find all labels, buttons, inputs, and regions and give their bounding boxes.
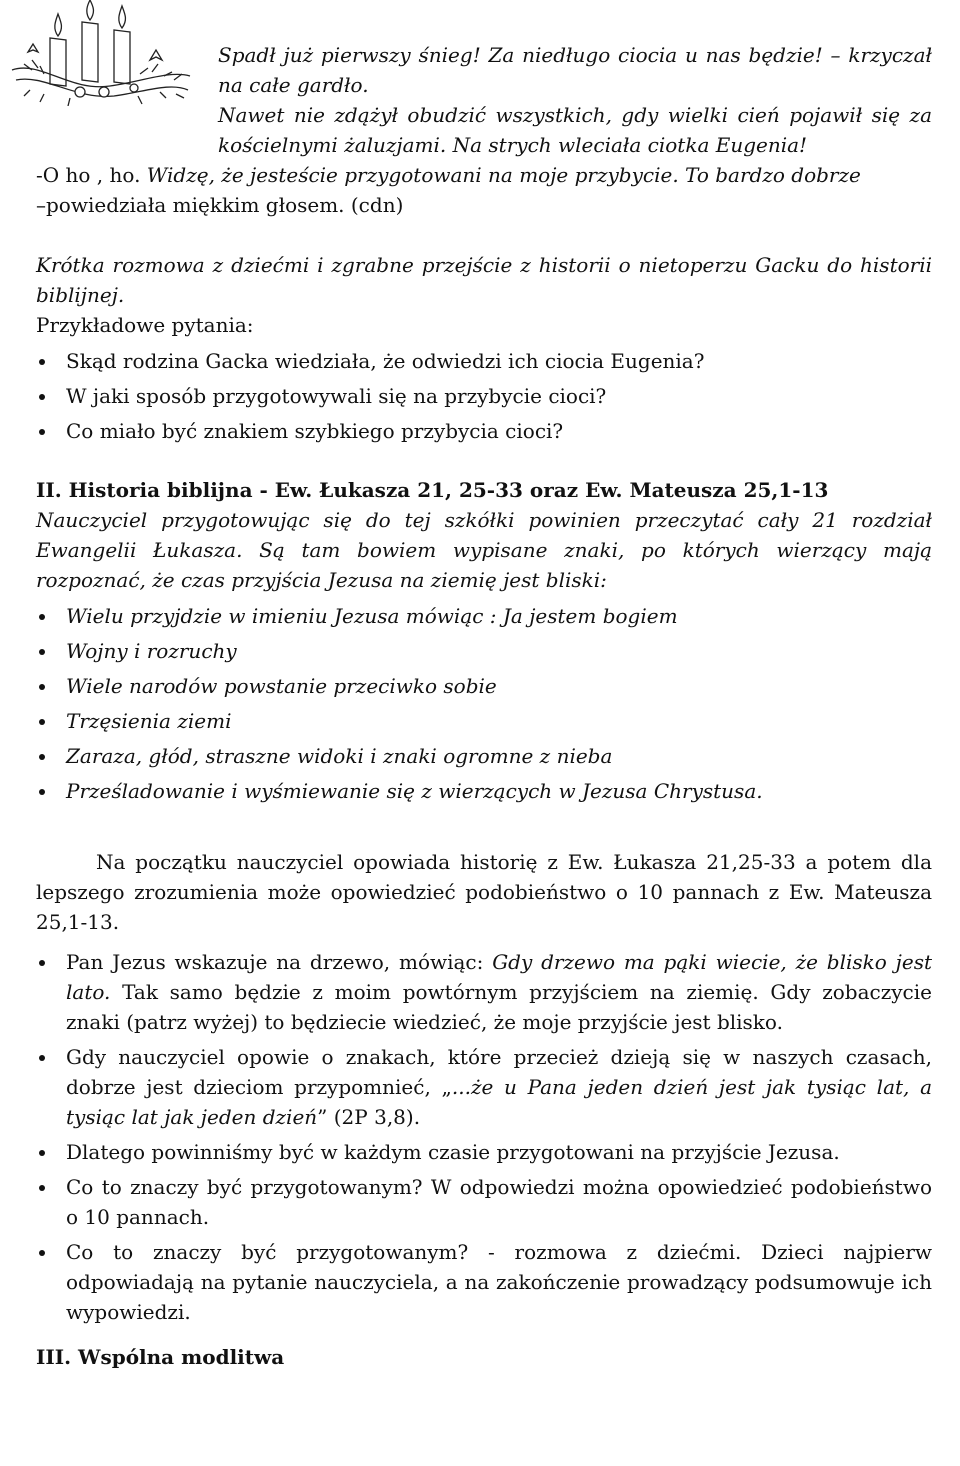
- story-line-1: Spadł już pierwszy śnieg! Za niedługo ciocia u nas będzie! – krzyczał na całe gardło.: [218, 43, 932, 97]
- list-item: W jaki sposób przygotowywali się na przybycie cioci?: [36, 381, 932, 411]
- teacher-note: Nauczyciel przygotowując się do tej szkółki powinien przeczytać cały 21 rozdział Ewangelii Łukasza. Są tam bowiem wypisane znaki, po których wierzący mają rozpoznać, że czas przyjścia Jezusa na ziemię jest bliski:: [36, 508, 932, 592]
- list-item: Gdy nauczyciel opowie o znakach, które przecież dzieją się w naszych czasach, dobrze jest dzieciom przypomnieć, „...że u Pana jeden dzień jest jak tysiąc lat, a tysiąc lat jak jeden dzień” (2P 3,8).: [36, 1042, 932, 1132]
- story-line-3: -O ho , ho. Widzę, że jesteście przygotowani na moje przybycie. To bardzo dobrze: [36, 163, 861, 187]
- list-item: Co to znaczy być przygotowanym? W odpowiedzi można opowiedzieć podobieństwo o 10 pannach.: [36, 1172, 932, 1232]
- narration-paragraph: Na początku nauczyciel opowiada historię z Ew. Łukasza 21,25-33 a potem dla lepszego zrozumienia może opowiedzieć podobieństwo o 10 pannach z Ew. Mateusza 25,1-13.: [36, 850, 932, 934]
- list-item: Prześladowanie i wyśmiewanie się z wierzących w Jezusa Chrystusa.: [36, 776, 932, 806]
- list-item: Zaraza, głód, straszne widoki i znaki ogromne z nieba: [36, 741, 932, 771]
- list-item: Co miało być znakiem szybkiego przybycia cioci?: [36, 416, 932, 446]
- questions-label: Przykładowe pytania:: [36, 313, 254, 337]
- list-item: Trzęsienia ziemi: [36, 706, 932, 736]
- list-item: Dlatego powinniśmy być w każdym czasie przygotowani na przyjście Jezusa.: [36, 1137, 932, 1167]
- section-heading-bible-story: II. Historia biblijna - Ew. Łukasza 21, 25-33 oraz Ew. Mateusza 25,1-13: [36, 478, 829, 502]
- signs-list: [36, 601, 932, 806]
- list-item: Co to znaczy być przygotowanym? - rozmowa z dziećmi. Dzieci najpierw odpowiadają na pytanie nauczyciela, a na zakończenie prowadzący podsumowuje ich wypowiedzi.: [36, 1237, 932, 1327]
- section-heading-prayer: III. Wspólna modlitwa: [36, 1345, 285, 1369]
- list-item: Wielu przyjdzie w imieniu Jezusa mówiąc : Ja jestem bogiem: [36, 601, 932, 631]
- conversation-heading: Krótka rozmowa z dziećmi i zgrabne przejście z historii o nietoperzu Gacku do historii biblijnej.: [36, 253, 932, 307]
- page-content: [36, 40, 932, 1372]
- story-line-4: –powiedziała miękkim głosem. (cdn): [36, 193, 404, 217]
- discussion-points: [36, 947, 932, 1327]
- story-excerpt: [218, 40, 932, 160]
- story-line-2: Nawet nie zdążył obudzić wszystkich, gdy wielki cień pojawił się za kościelnymi żaluzjami. Na strych wleciała ciotka Eugenia!: [218, 103, 932, 157]
- list-item: Wojny i rozruchy: [36, 636, 932, 666]
- questions-list: [36, 346, 932, 446]
- list-item: Pan Jezus wskazuje na drzewo, mówiąc: Gdy drzewo ma pąki wiecie, że blisko jest lato. Tak samo będzie z moim powtórnym przyjściem na ziemię. Gdy zobaczycie znaki (patrz wyżej) to będziecie wiedzieć, że moje przyjście jest blisko.: [36, 947, 932, 1037]
- list-item: Wiele narodów powstanie przeciwko sobie: [36, 671, 932, 701]
- list-item: Skąd rodzina Gacka wiedziała, że odwiedzi ich ciocia Eugenia?: [36, 346, 932, 376]
